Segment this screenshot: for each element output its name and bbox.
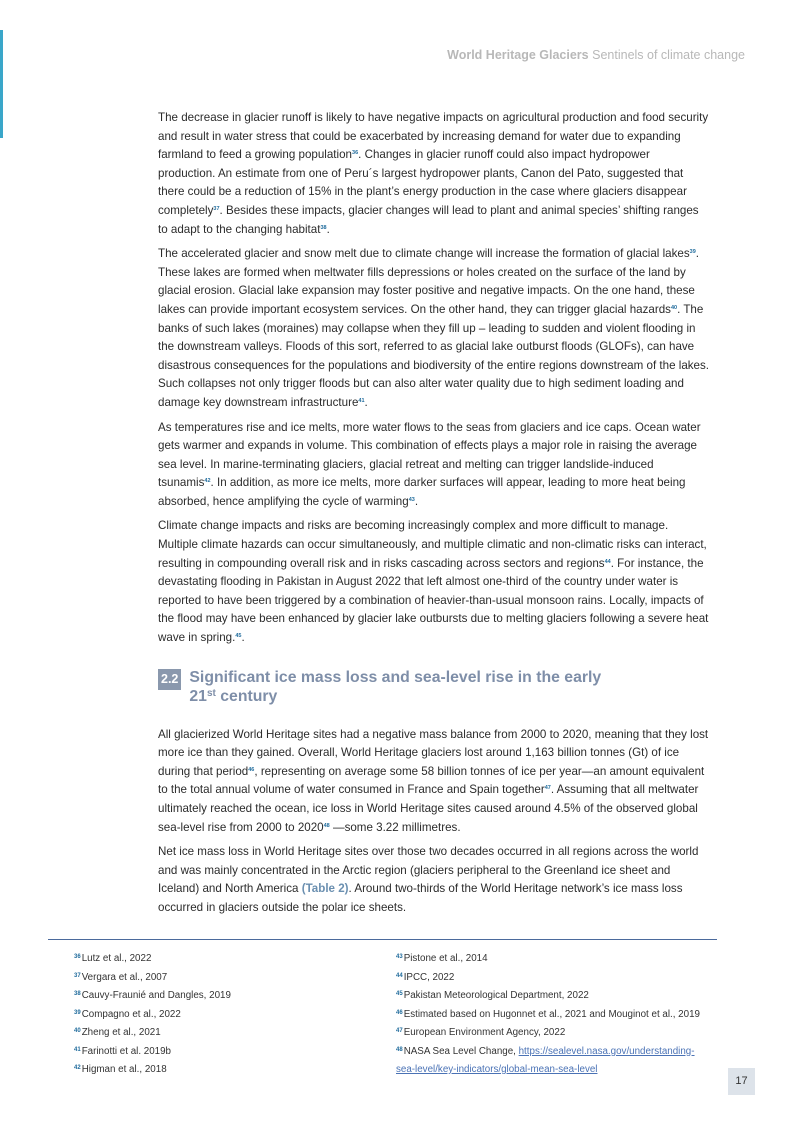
footnote-text: Higman et al., 2018 — [81, 1064, 167, 1075]
text: . — [241, 631, 245, 645]
footnote-47 — [396, 1024, 726, 1043]
footnote-44 — [396, 969, 726, 988]
footnote-text: Vergara et al., 2007 — [81, 971, 168, 983]
footnote-text: Estimated based on Hugonnet et al., 2021 and Mouginot et al., 2019 — [403, 1008, 700, 1020]
paragraph-regional-loss — [158, 843, 710, 917]
text: Net ice mass loss in World Heritage sites over those two decades occurred in all regions across the world and was mainly concentrated in the Arctic region (glaciers peripheral to the Greenland ice sheet and Iceland) and North America — [158, 845, 699, 896]
text: . — [326, 222, 330, 236]
header-title-bold: World Heritage Glaciers — [447, 48, 589, 62]
footnote-39 — [74, 1006, 374, 1025]
paragraph-glacial-lakes — [158, 245, 710, 412]
paragraph-sea-level — [158, 419, 710, 512]
table-2-reference[interactable]: (Table 2) — [301, 882, 349, 896]
main-content — [158, 109, 710, 924]
footnote-45 — [396, 987, 726, 1006]
footnote-ref-36[interactable]: 36 — [352, 150, 359, 157]
footnote-ref-47[interactable]: 47 — [544, 785, 551, 792]
footnote-40 — [74, 1024, 374, 1043]
footnote-ref-38[interactable]: 38 — [320, 224, 327, 231]
text: . For instance, the devastating flooding in Pakistan in August 2022 that left almost one-third of the country under water is reported to have been triggered by a combination of heavier-than-usual monsoon rains. Locally, impacts of the flood may have been enhanced by glacier lake outbursts due to melting glaciers following a severe heat wave in spring. — [158, 556, 709, 645]
text: The decrease in glacier runoff is likely to have negative impacts on agricultural production and food security and result in water stress that could be exacerbated by increasing demand for water due to expanding farmland to feed a growing population — [158, 111, 709, 162]
footnote-number: 48 — [396, 1046, 403, 1053]
section-title-line2-rest: century — [215, 687, 278, 705]
text: All glacierized World Heritage sites had a negative mass balance from 2000 to 2020, meaning that they lost more ice than they gained. Overall, World Heritage glaciers lost around 1,163 billion tonnes (Gt) of ice during that period — [158, 727, 709, 778]
paragraph-climate-risks — [158, 517, 710, 647]
section-title-line2: 21 — [189, 687, 207, 705]
footnote-text: IPCC, 2022 — [403, 971, 455, 983]
text: —some 3.22 millimetres. — [329, 820, 461, 834]
footnote-38 — [74, 987, 374, 1006]
footnote-number: 37 — [74, 972, 81, 979]
text: . Assuming that all meltwater ultimately reached the ocean, ice loss in World Heritage sites caused around 4.5% of the observed global sea-level rise from 2000 to 2020 — [158, 783, 699, 834]
footnote-text: Pistone et al., 2014 — [403, 953, 488, 964]
section-title — [189, 668, 601, 706]
footnote-37 — [74, 969, 374, 988]
footnote-43 — [396, 950, 726, 969]
footnote-number: 44 — [396, 972, 403, 979]
text: . — [364, 395, 368, 409]
footnote-48 — [396, 1043, 726, 1080]
footnote-41 — [74, 1043, 374, 1062]
footnote-text: Cauvy-Fraunié and Dangles, 2019 — [81, 990, 231, 1001]
header-title-light: Sentinels of climate change — [592, 48, 745, 62]
footnote-ref-41[interactable]: 41 — [358, 397, 365, 404]
section-number-badge: 2.2 — [158, 669, 181, 690]
text: . In addition, as more ice melts, more darker surfaces will appear, leading to more heat being absorbed, hence amplifying the cycle of warming — [158, 476, 686, 508]
footnote-number: 45 — [396, 991, 403, 997]
text: . The banks of such lakes (moraines) may collapse when they fill up – leading to sudden and violent flooding in the downstream valleys. Floods of this sort, referred to as glacial lake outburst floods (GLOFs), can have disastrous consequences for the populations and biodiversity of the entire regions downstream of the lakes. Such collapses not only trigger floods but can also alter water quality due to high sediment loading and damage key downstream infrastructure — [158, 302, 710, 409]
section-title-line1: Significant ice mass loss and sea-level rise in the early — [189, 668, 602, 686]
footnote-number: 46 — [396, 1009, 403, 1016]
paragraph-mass-balance — [158, 726, 710, 838]
footnote-ref-44[interactable]: 44 — [604, 558, 611, 565]
text: As temperatures rise and ice melts, more water flows to the seas from glaciers and ice caps. Ocean water gets warmer and expands in volume. This combination of effects plays a major role in raising the average sea level. In marine-terminating glaciers, glacial retreat and melting can trigger landslide-induced tsunamis — [158, 420, 701, 490]
footnotes-right-column — [396, 950, 726, 1080]
nasa-sea-level-link[interactable]: https://sealevel.nasa.gov/understanding- — [518, 1045, 695, 1057]
text: The accelerated glacier and snow melt due to climate change will increase the formation of glacial lakes — [158, 247, 690, 261]
footnotes-left-column — [74, 950, 374, 1080]
text: . Changes in glacier runoff could also impact hydropower production. An estimate from one of Peru´s largest hydropower plants, Canon del Pato, suggested that there could be a reduction of 15% in the plant’s energy production in the case where glaciers disappear completely — [158, 148, 687, 217]
footnote-ref-39[interactable]: 39 — [689, 249, 696, 256]
footnote-text: European Environment Agency, 2022 — [403, 1027, 566, 1038]
section-title-sup: st — [206, 687, 216, 699]
footnote-number: 43 — [396, 954, 403, 960]
footnote-divider — [48, 939, 717, 940]
text: . Besides these impacts, glacier changes will lead to plant and animal species’ shifting ranges to adapt to the changing habitat — [158, 203, 699, 236]
footnote-ref-40[interactable]: 40 — [670, 304, 678, 311]
footnote-42 — [74, 1061, 374, 1080]
left-edge-accent — [0, 30, 3, 138]
footnote-number: 36 — [74, 954, 81, 960]
footnote-number: 42 — [74, 1065, 81, 1071]
text: , representing on average some 58 billion tonnes of ice per year—an amount equivalent to the total annual volume of water consumed in France and Spain together — [158, 764, 705, 797]
section-heading — [158, 668, 710, 706]
footnote-text: Compagno et al., 2022 — [81, 1008, 181, 1020]
footnote-ref-48[interactable]: 48 — [323, 822, 330, 829]
footnote-number: 38 — [74, 991, 81, 997]
footnote-number: 40 — [74, 1028, 81, 1034]
paragraph-glacier-runoff — [158, 109, 710, 239]
footnote-ref-46[interactable]: 46 — [248, 766, 255, 773]
footnote-36 — [74, 950, 374, 969]
text: . — [414, 494, 419, 508]
text: . Around two-thirds of the World Heritage network’s ice mass loss occurred in glaciers outside the polar ice sheets. — [158, 882, 683, 914]
footnote-text: Pakistan Meteorological Department, 2022 — [403, 990, 589, 1001]
footnote-46 — [396, 1006, 726, 1025]
footnote-number: 47 — [396, 1028, 403, 1034]
footnote-ref-42[interactable]: 42 — [204, 478, 211, 485]
footnote-ref-45[interactable]: 45 — [235, 633, 242, 640]
text: . These lakes are formed when meltwater fills depressions or holes created on the surface of the land by glacial erosion. Glacial lake expansion may foster positive and negative impacts. On the one hand, these lakes can provide important ecosystem services. On the other hand, they can trigger glacial hazards — [158, 247, 700, 316]
nasa-sea-level-link-cont[interactable]: sea-level/key-indicators/global-mean-sea-level — [396, 1064, 598, 1075]
footnote-ref-37[interactable]: 37 — [213, 205, 220, 212]
running-header — [447, 48, 745, 62]
footnote-text: Farinotti et al. 2019b — [81, 1045, 172, 1057]
footnote-text: NASA Sea Level Change, — [403, 1045, 519, 1057]
text: Climate change impacts and risks are becoming increasingly complex and more difficult to manage. Multiple climate hazards can occur simultaneously, and multiple climatic and non-climatic risks can interact, resulting in compounding overall risk and in risks cascading across sectors and regions — [158, 519, 707, 570]
footnote-text: Lutz et al., 2022 — [81, 953, 152, 964]
page-number: 17 — [728, 1068, 755, 1095]
footnote-number: 39 — [74, 1009, 81, 1016]
footnote-number: 41 — [74, 1046, 81, 1053]
footnote-ref-43[interactable]: 43 — [408, 496, 415, 503]
footnote-text: Zheng et al., 2021 — [81, 1027, 161, 1038]
